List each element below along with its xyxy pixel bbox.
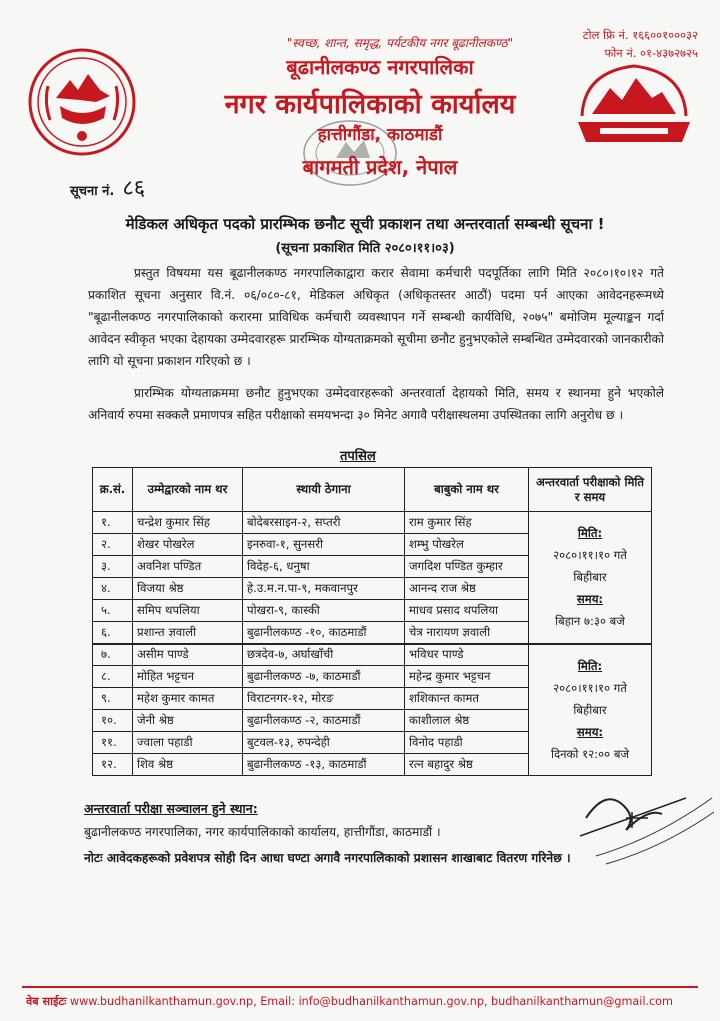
cell-address: बुटवल-१३, रुपन्देही [243, 732, 405, 754]
cell-candidate-name: मोहित भट्टचन [133, 666, 243, 688]
cell-father-name: जगदिश पण्डित कुम्हार [405, 556, 529, 578]
cell-father-name: शशिकान्त कामत [405, 688, 529, 710]
slogan: "स्वच्छ, शान्त, समृद्ध, पर्यटकीय नगर बूढानीलकण्ठ" [286, 36, 514, 50]
cell-candidate-name: प्रशान्त ज्ञवाली [133, 622, 243, 644]
interview-date: २०८०।११।१० गते [553, 548, 627, 563]
notice-number-value: ८६ [122, 176, 146, 201]
cell-father-name: माधव प्रसाद थपलिया [405, 600, 529, 622]
venue-address: बुढानीलकण्ठ नगरपालिका, नगर कार्यपालिकाको कार्यालय, हात्तीगौंडा, काठमाडौं । [84, 825, 441, 839]
cell-serial: ३. [93, 556, 133, 578]
cell-father-name: महेन्द्र कुमार भट्टचन [405, 666, 529, 688]
notice-title: मेडिकल अधिकृत पदको प्रारम्भिक छनौट सूची प्रकाशन तथा अन्तरवार्ता सम्बन्धी सूचना ! [125, 215, 605, 233]
cell-father-name: रत्न बहादुर श्रेष्ठ [405, 754, 529, 776]
cell-address: बोदेबरसाइन-२, सप्तरी [243, 512, 405, 534]
interview-time: बिहान ७:३० बजे [555, 614, 625, 629]
municipality-name: बूढानीलकण्ठ नगरपालिका [286, 55, 474, 79]
footer-contact [26, 994, 673, 1009]
cell-serial: ८. [93, 666, 133, 688]
notice-published-date: (सूचना प्रकाशित मिति २०८०।११।०३) [275, 241, 455, 256]
cell-serial: ६. [93, 622, 133, 644]
cell-candidate-name: असीम पाण्डे [133, 644, 243, 666]
date-label: मिति: [577, 658, 603, 673]
cell-serial: ११. [93, 732, 133, 754]
cell-candidate-name: अवनिश पण्डित [133, 556, 243, 578]
cell-address: छत्रदेव-७, अर्घाखाँची [243, 644, 405, 666]
header-permanent-address: स्थायी ठेगाना [243, 468, 405, 512]
table-row [93, 512, 652, 534]
date-label: मिति: [577, 526, 603, 541]
cell-serial: ९. [93, 688, 133, 710]
notice-number-label: सूचना नं. [70, 184, 115, 199]
cell-address: बुढानीलकण्ठ -७, काठमाडौं [243, 666, 405, 688]
cell-address: बुढानीलकण्ठ -१३, काठमाडौं [243, 754, 405, 776]
interview-date: २०८०।११।१० गते [553, 680, 627, 695]
time-label: समय: [576, 592, 604, 607]
cell-address: बुढानीलकण्ठ -२, काठमाडौं [243, 710, 405, 732]
toll-free-number: टोल फ्रि नं. १६६००१०००३२ [582, 28, 698, 42]
cell-candidate-name: समिप थपलिया [133, 600, 243, 622]
table-row [93, 644, 652, 666]
notice-paragraph-2: प्रारम्भिक योग्यताक्रममा छनौट हुनुभएका उम्मेदवारहरूको अन्तरवार्ता देहायको मिति, समय र स्थानमा हुने भएकोले अनिवार्य रुपमा सक्कलै प्रमाणपत्र सहित परीक्षाको समयभन्दा ३० मिनेट अगावै परीक्षास्थलमा उपस्थितका लागि अनुरोध छ । [88, 386, 664, 422]
officer-signature-stamp-icon [566, 778, 716, 868]
cell-father-name: शम्भु पोखरेल [405, 534, 529, 556]
footer-divider [22, 986, 698, 988]
cell-address: पोखरा-९, कास्की [243, 600, 405, 622]
cell-candidate-name: ज्वाला पहाडी [133, 732, 243, 754]
cell-candidate-name: चन्द्रेश कुमार सिंह [133, 512, 243, 534]
cell-serial: ४. [93, 578, 133, 600]
table-caption: तपसिल [340, 449, 376, 464]
cell-father-name: भविधर पाण्डे [405, 644, 529, 666]
footer-label: वेब साईटः [26, 995, 67, 1008]
cell-serial: १०. [93, 710, 133, 732]
cell-father-name: काशीलाल श्रेष्ठ [405, 710, 529, 732]
candidate-table [92, 467, 652, 776]
table-header-row [93, 468, 652, 512]
time-label: समय: [576, 724, 604, 739]
cell-address: बुढानीलकण्ठ -१०, काठमाडौं [243, 622, 405, 644]
interview-time: दिनको १२:०० बजे [550, 746, 630, 761]
cell-candidate-name: जेनी श्रेष्ठ [133, 710, 243, 732]
cell-address: विराटनगर-१२, मोरङ [243, 688, 405, 710]
header-father-name: बाबुको नाम थर [405, 468, 529, 512]
cell-father-name: विनोद पहाडी [405, 732, 529, 754]
cell-candidate-name: शिव श्रेष्ठ [133, 754, 243, 776]
notice-paragraph-1: प्रस्तुत विषयमा यस बूढानीलकण्ठ नगरपालिकाद्वारा करार सेवामा कर्मचारी पदपूर्तिका लागि मिति २०८०।१०।१२ गते प्रकाशित सूचना अनुसार वि.नं. ०६/०८०-८१, मेडिकल अधिकृत (अधिकृतस्तर आठौं) पदमा पर्न आएका आवेदनहरूमध्ये "बूढानीलकण्ठ नगरपालिकाको करारमा प्राविधिक कर्मचारी व्यवस्थापन गर्ने सम्बन्धी कार्यविधि, २०७५" बमोजिम मूल्याङ्कन गर्दा आवेदन स्वीकृत भएका देहायका उम्मेदवारहरू प्रारम्भिक योग्यताक्रमको सूचीमा छनौट हुनुभएकोले सम्बन्धित उम्मेदवारको जानकारीको लागि यो सूचना प्रकाशन गरिएको छ । [88, 266, 664, 368]
cell-address: विदेह-६, धनुषा [243, 556, 405, 578]
cell-serial: २. [93, 534, 133, 556]
cell-father-name: राम कुमार सिंह [405, 512, 529, 534]
province-name: बागमती प्रदेश, नेपाल [302, 155, 458, 179]
cell-father-name: चेत्र नारायण ज्ञवाली [405, 622, 529, 644]
phone-number: फोन नं. ०१-४३७२७२५ [604, 46, 698, 60]
cell-address: इनरुवा-१, सुनसरी [243, 534, 405, 556]
header-interview-schedule: अन्तरवार्ता परीक्षाको मिति र समय [529, 468, 652, 512]
cell-serial: १. [93, 512, 133, 534]
cell-serial: ५. [93, 600, 133, 622]
cell-address: हे.उ.म.न.पा-९, मकवानपुर [243, 578, 405, 600]
header-candidate-name: उम्मेद्वारको नाम थर [133, 468, 243, 512]
cell-serial: १२. [93, 754, 133, 776]
office-address: हात्तीगौंडा, काठमाडौं [317, 125, 443, 145]
interview-day: बिहीबार [573, 702, 607, 717]
cell-candidate-name: महेश कुमार कामत [133, 688, 243, 710]
interview-schedule-group-1 [529, 512, 652, 644]
office-name: नगर कार्यपालिकाको कार्यालय [224, 89, 516, 120]
cell-serial: ७. [93, 644, 133, 666]
interview-day: बिहीबार [573, 570, 607, 585]
notice-number [70, 172, 145, 202]
cell-candidate-name: विजया श्रेष्ठ [133, 578, 243, 600]
footer-links: www.budhanilkanthamun.gov.np, Email: info@budhanilkanthamun.gov.np, budhanilkanthamun@gmail.com [69, 995, 673, 1008]
admit-card-note: नोटः आवेदकहरूको प्रवेशपत्र सोही दिन आधा घण्टा अगावै नगरपालिकाको प्रशासन शाखाबाट वितरण गरिनेछ । [84, 851, 571, 865]
interview-schedule-group-2 [529, 644, 652, 776]
cell-candidate-name: शेखर पोखरेल [133, 534, 243, 556]
cell-father-name: आनन्द राज श्रेष्ठ [405, 578, 529, 600]
venue-heading: अन्तरवार्ता परीक्षा सञ्चालन हुने स्थान: [84, 801, 258, 816]
header-serial: क्र.सं. [93, 468, 133, 512]
